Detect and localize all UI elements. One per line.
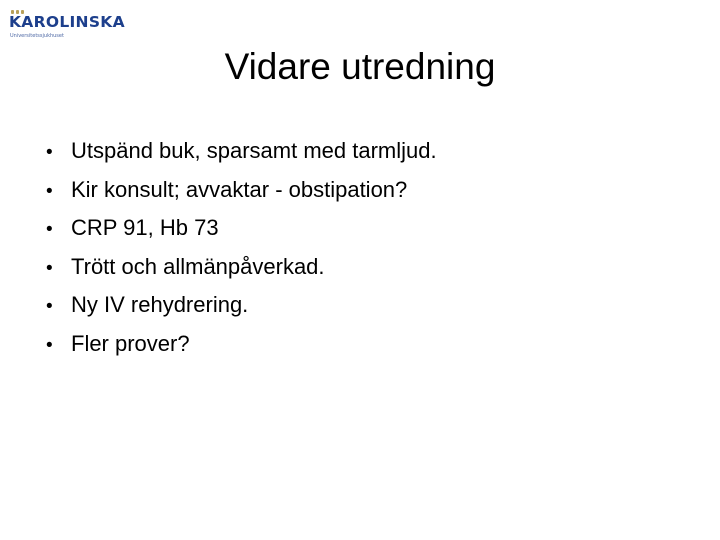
slide-title xyxy=(0,42,720,92)
list-item xyxy=(46,132,437,171)
bullet-icon: • xyxy=(46,257,53,279)
bullet-icon: • xyxy=(46,296,53,317)
logo-subtitle: Universitetssjukhuset xyxy=(10,33,64,39)
list-item xyxy=(46,286,437,325)
logo-wordmark: KAROLINSKA xyxy=(9,13,125,31)
list-item-text: Kir konsult; avvaktar - obstipation? xyxy=(71,176,408,202)
list-item xyxy=(46,325,437,364)
karolinska-logo xyxy=(9,10,139,40)
bullet-icon: • xyxy=(46,142,53,163)
list-item-text: Trött och allmänpåverkad. xyxy=(71,253,325,279)
bullet-icon: • xyxy=(46,219,53,240)
slide-title-text: Vidare utredning xyxy=(224,46,496,87)
list-item xyxy=(46,248,437,287)
bullet-icon: • xyxy=(46,180,53,202)
bullet-list xyxy=(46,132,437,363)
list-item xyxy=(46,171,437,210)
list-item-text: Ny IV rehydrering. xyxy=(71,292,249,317)
bullet-icon: • xyxy=(46,334,53,356)
list-item xyxy=(46,209,437,248)
list-item-text: Fler prover? xyxy=(71,330,190,356)
list-item-text: CRP 91, Hb 73 xyxy=(71,215,219,240)
list-item-text: Utspänd buk, sparsamt med tarmljud. xyxy=(71,138,437,163)
